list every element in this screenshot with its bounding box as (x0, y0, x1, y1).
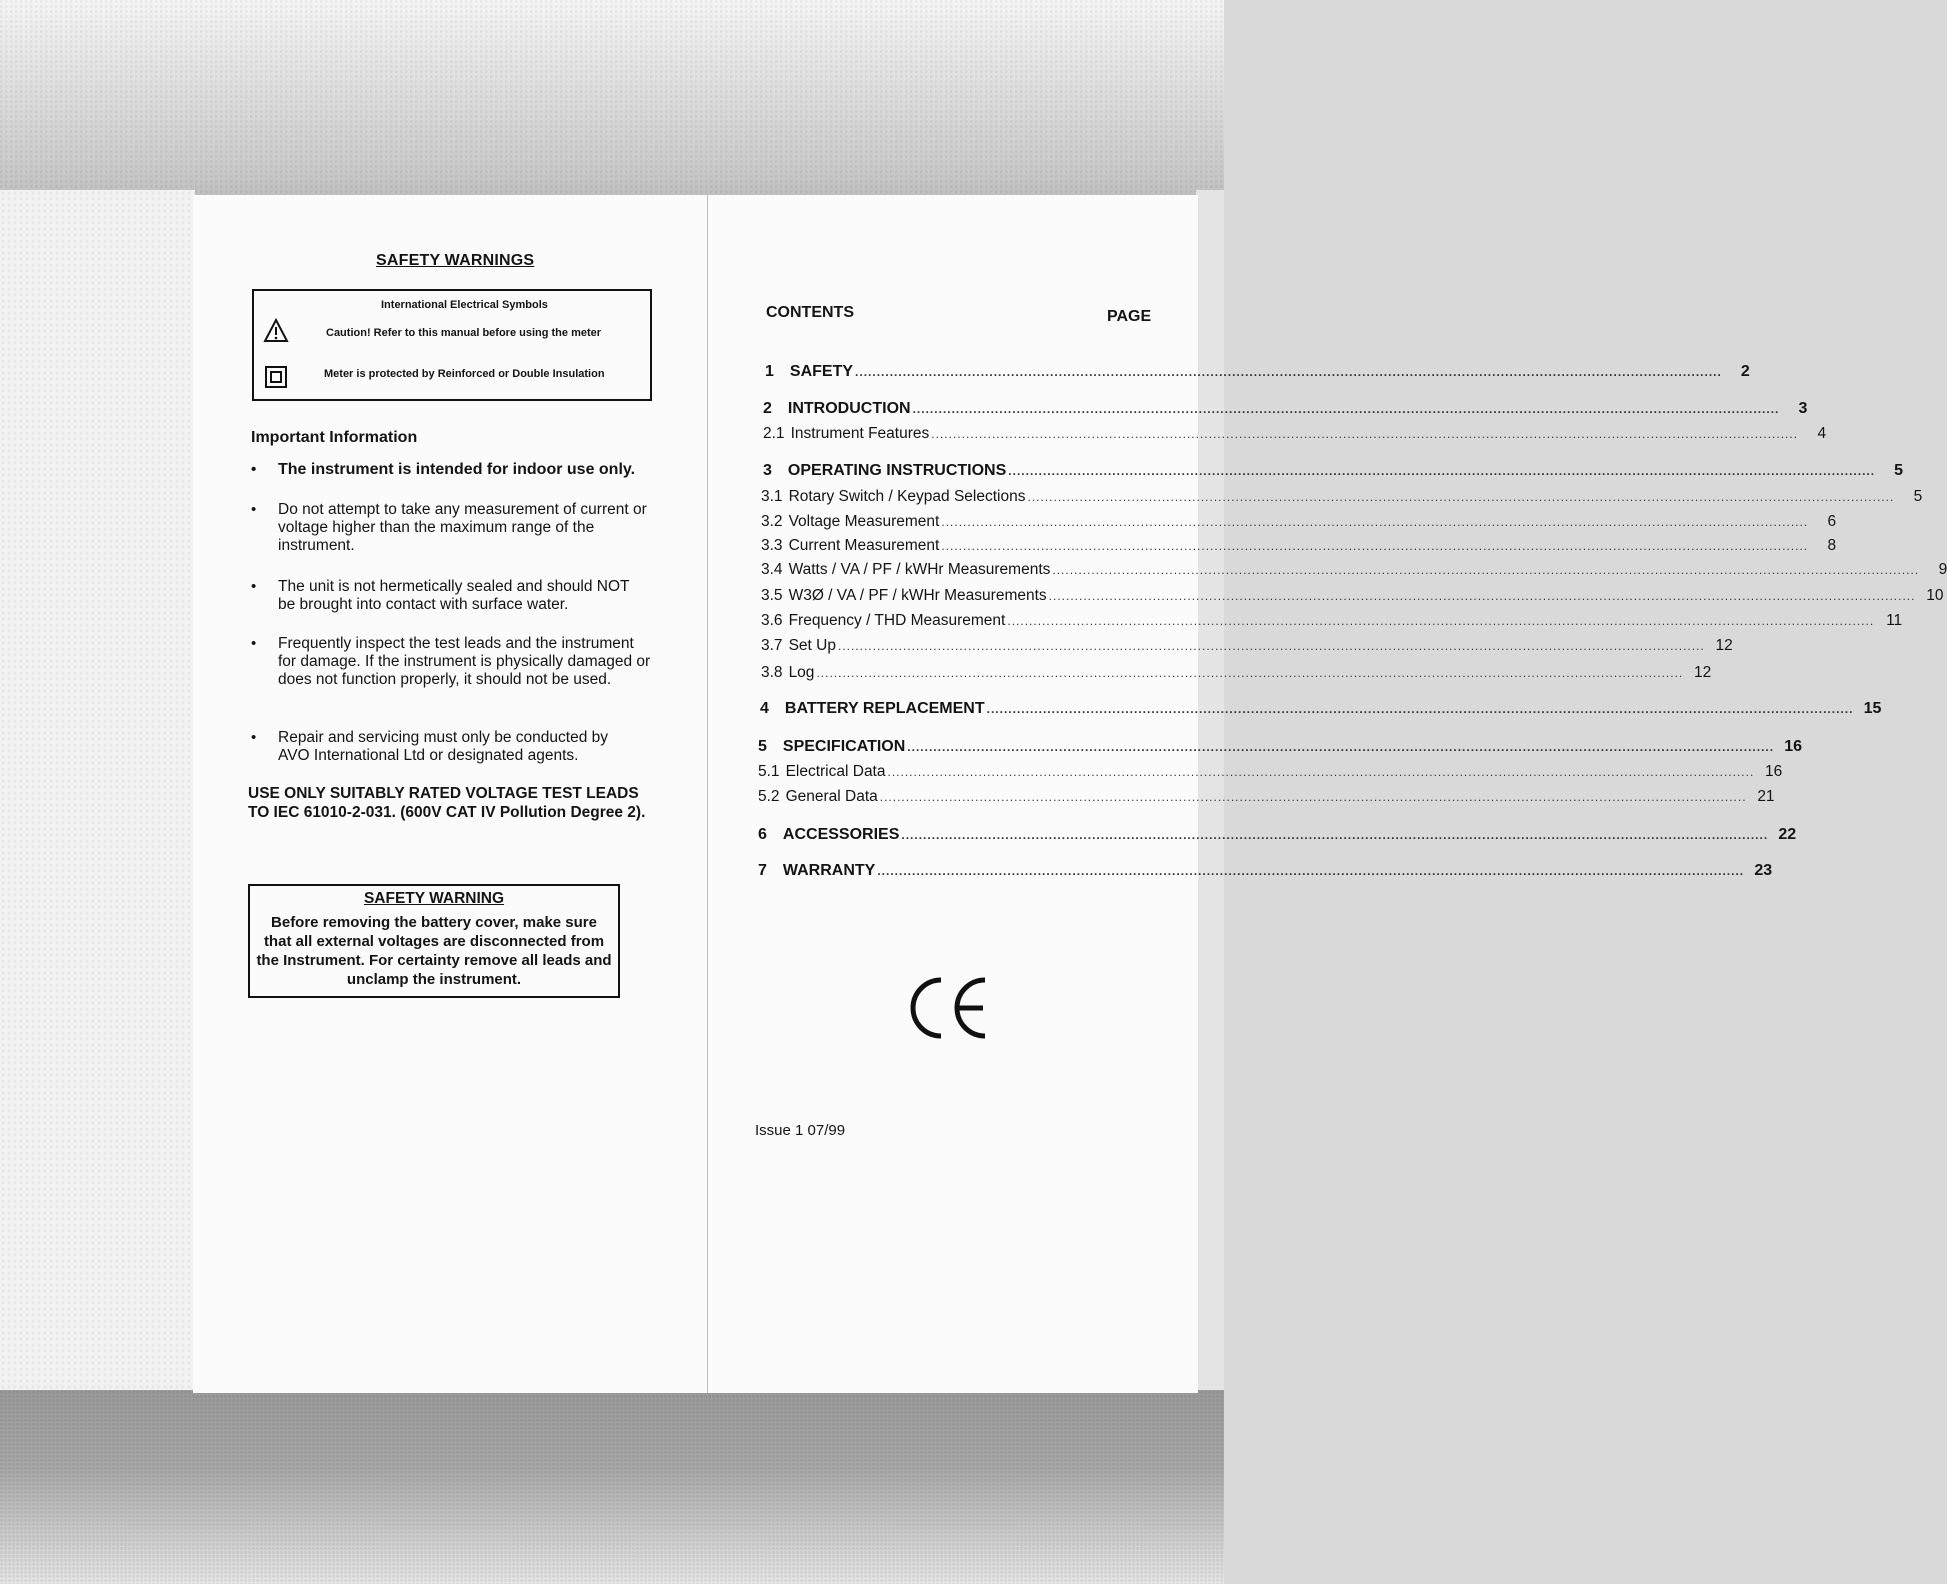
safety-warning-box (248, 884, 620, 998)
bullet-dot: • (251, 501, 257, 518)
toc-row (763, 399, 1808, 419)
toc-page-number: 23 (1754, 862, 1773, 879)
toc-leader-dots: ........................................................................................................................................................................................................ (816, 666, 1684, 680)
toc-row (761, 536, 1837, 556)
toc-label: General Data (785, 788, 878, 805)
toc-number: 3.6 (761, 612, 783, 629)
toc-page-number: 16 (1784, 738, 1803, 755)
toc-row (761, 586, 1944, 606)
toc-page-number: 12 (1715, 637, 1733, 654)
toc-page-number: 4 (1817, 425, 1827, 442)
bullet-text: Do not attempt to take any measurement of current or voltage higher than the maximum range of the instrument. (278, 501, 647, 554)
toc-number: 7 (758, 862, 767, 879)
toc-label: Instrument Features (790, 425, 930, 442)
toc-leader-dots: ........................................................................................................................................................................................................ (941, 515, 1809, 529)
caution-triangle-icon (263, 318, 289, 344)
toc-page-number: 3 (1798, 400, 1808, 417)
bullet-text: The instrument is intended for indoor use only. (278, 461, 636, 478)
bullet-text: Frequently inspect the test leads and the instrument for damage. If the instrument is physically damaged or does not function properly, it should not be used. (278, 635, 651, 688)
toc-label: Set Up (788, 637, 836, 654)
scan-noise-top (0, 0, 1224, 200)
toc-number: 3.1 (761, 488, 783, 505)
toc-page-number: 10 (1926, 587, 1944, 604)
toc-page-number: 5 (1913, 488, 1923, 505)
insulation-symbol-text: Meter is protected by Reinforced or Double Insulation (324, 368, 605, 380)
toc-leader-dots: ........................................................................................................................................................................................................ (1007, 614, 1875, 628)
toc-row (758, 787, 1775, 807)
toc-label: W3Ø / VA / PF / kWHr Measurements (788, 587, 1047, 604)
toc-page-number: 6 (1827, 513, 1837, 530)
safety-warnings-title: SAFETY WARNINGS (376, 252, 535, 269)
toc-leader-dots: ........................................................................................................................................................................................................ (941, 539, 1809, 553)
toc-number: 3.8 (761, 664, 783, 681)
toc-leader-dots: ........................................................................................................................................................................................................ (986, 702, 1854, 716)
toc-number: 3.5 (761, 587, 783, 604)
bullet-dot: • (251, 635, 257, 652)
issue-date: Issue 1 07/99 (755, 1122, 846, 1139)
toc-page-number: 12 (1693, 664, 1712, 681)
toc-leader-dots: ........................................................................................................................................................................................................ (931, 427, 1799, 441)
toc-row (758, 737, 1803, 757)
toc-row (765, 362, 1750, 382)
toc-label: Rotary Switch / Keypad Selections (788, 488, 1026, 505)
toc-label: Voltage Measurement (788, 513, 940, 530)
toc-number: 5.1 (758, 763, 780, 780)
toc-number: 3.3 (761, 537, 783, 554)
toc-page-number: 8 (1827, 537, 1837, 554)
toc-number: 3 (763, 462, 772, 479)
toc-label: Electrical Data (785, 763, 886, 780)
toc-page-number: 9 (1938, 561, 1947, 578)
toc-row (761, 487, 1923, 507)
toc-row (761, 560, 1947, 580)
toc-row (761, 611, 1903, 631)
toc-number: 4 (760, 700, 769, 717)
toc-number: 6 (758, 826, 767, 843)
double-insulation-icon (265, 366, 287, 388)
toc-label: INTRODUCTION (787, 400, 911, 417)
toc-label: Frequency / THD Measurement (788, 612, 1006, 629)
toc-label: BATTERY REPLACEMENT (784, 700, 985, 717)
bullet-text: Repair and servicing must only be conducted by AVO International Ltd or designated agents. (278, 729, 608, 764)
contents-heading: CONTENTS (766, 304, 854, 321)
page-column-heading: PAGE (1107, 308, 1152, 325)
toc-page-number: 11 (1886, 612, 1903, 629)
toc-label: SAFETY (789, 363, 854, 380)
toc-page-number: 16 (1765, 763, 1783, 780)
toc-leader-dots: ........................................................................................................................................................................................................ (901, 828, 1769, 842)
toc-label: Watts / VA / PF / kWHr Measurements (788, 561, 1051, 578)
symbols-heading: International Electrical Symbols (381, 299, 548, 311)
toc-leader-dots: ........................................................................................................................................................................................................ (1008, 464, 1876, 478)
bullet-dot: • (251, 578, 257, 595)
toc-number: 3.2 (761, 513, 783, 530)
toc-leader-dots: ........................................................................................................................................................................................................ (887, 765, 1755, 779)
toc-row (763, 424, 1827, 444)
safety-warning-title: SAFETY WARNING (363, 890, 505, 907)
toc-number: 2.1 (763, 425, 785, 442)
toc-leader-dots: ........................................................................................................................................................................................................ (1052, 563, 1920, 577)
toc-row (761, 636, 1733, 656)
toc-label: SPECIFICATION (782, 738, 906, 755)
toc-row (758, 861, 1773, 881)
toc-leader-dots: ........................................................................................................................................................................................................ (855, 365, 1722, 379)
toc-leader-dots: ........................................................................................................................................................................................................ (877, 864, 1745, 878)
scan-noise-left (0, 190, 195, 1400)
toc-number: 5 (758, 738, 767, 755)
important-information-heading: Important Information (251, 429, 418, 446)
toc-row (760, 699, 1882, 719)
toc-page-number: 2 (1740, 363, 1750, 380)
toc-number: 3.4 (761, 561, 783, 578)
toc-label: Log (788, 664, 815, 681)
toc-row (763, 461, 1904, 481)
caution-symbol-text: Caution! Refer to this manual before using the meter (326, 327, 602, 339)
toc-page-number: 21 (1757, 788, 1775, 805)
toc-label: ACCESSORIES (782, 826, 900, 843)
toc-row (758, 825, 1797, 845)
toc-number: 3.7 (761, 637, 783, 654)
toc-leader-dots: ........................................................................................................................................................................................................ (1048, 589, 1916, 603)
toc-number: 5.2 (758, 788, 780, 805)
toc-page-number: 5 (1894, 462, 1904, 479)
toc-number: 2 (763, 400, 772, 417)
use-only-notice: USE ONLY SUITABLY RATED VOLTAGE TEST LEADS TO IEC 61010-2-031. (600V CAT IV Pollution Degree 2). (248, 785, 646, 821)
scan-noise-bottom (0, 1390, 1224, 1584)
toc-leader-dots: ........................................................................................................................................................................................................ (907, 740, 1775, 754)
toc-leader-dots: ........................................................................................................................................................................................................ (1027, 490, 1895, 504)
toc-row (761, 663, 1712, 683)
bullet-text: The unit is not hermetically sealed and should NOT be brought into contact with surface water. (278, 578, 630, 613)
toc-label: WARRANTY (782, 862, 876, 879)
bullet-dot: • (251, 729, 257, 746)
toc-leader-dots: ........................................................................................................................................................................................................ (912, 402, 1780, 416)
toc-number: 1 (765, 363, 774, 380)
safety-warning-body: Before removing the battery cover, make sure that all external voltages are disconnected from the Instrument. For certainty remove all leads and unclamp the instrument. (256, 914, 612, 988)
toc-label: OPERATING INSTRUCTIONS (787, 462, 1007, 479)
toc-page-number: 22 (1778, 826, 1797, 843)
toc-page-number: 15 (1863, 700, 1882, 717)
toc-label: Current Measurement (788, 537, 940, 554)
ce-mark-icon (903, 972, 993, 1044)
toc-leader-dots: ........................................................................................................................................................................................................ (837, 639, 1705, 653)
toc-row (761, 512, 1837, 532)
toc-leader-dots: ........................................................................................................................................................................................................ (879, 790, 1747, 804)
toc-row (758, 762, 1783, 782)
bullet-dot: • (251, 461, 257, 478)
